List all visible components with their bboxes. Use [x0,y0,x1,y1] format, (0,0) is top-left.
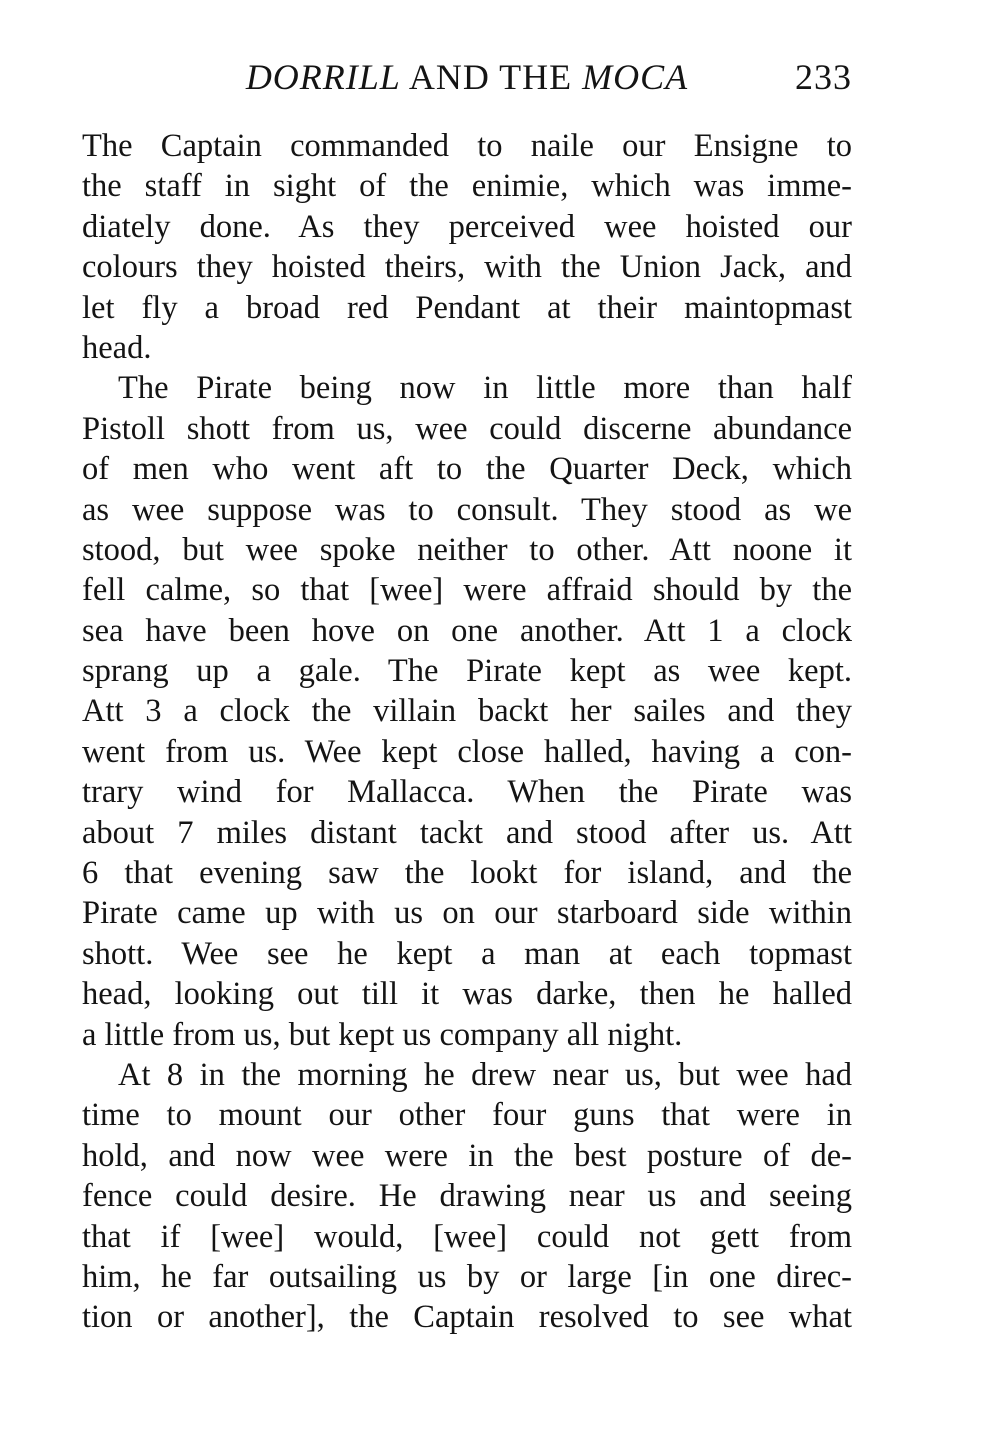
text-line: fence could desire. He drawing near us and seeing [82,1178,852,1215]
text-line: colours they hoisted theirs, with the Union Jack, and [82,249,852,286]
text-line: about 7 miles distant tackt and stood after us. Att [82,814,852,851]
text-line: At 8 in the morning he drew near us, but wee had [118,1056,852,1093]
running-title [82,52,852,102]
text-line: fell calme, so that [wee] were affraid should by the [82,572,852,609]
text-line: The Pirate being now in little more than half [118,370,852,407]
text-line: a little from us, but kept us company all night. [82,1016,683,1053]
text-line: hold, and now wee were in the best posture of de- [82,1137,852,1174]
text-line: Att 3 a clock the villain backt her sailes and they [82,693,852,730]
text-line: that if [wee] would, [wee] could not gett from [82,1218,852,1255]
text-line: let fly a broad red Pendant at their maintopmast [82,289,852,326]
text-line: shott. Wee see he kept a man at each topmast [82,935,852,972]
text-line: sea have been hove on one another. Att 1 a clock [82,612,852,649]
text-line: The Captain commanded to naile our Ensigne to [82,128,852,164]
title-moca: MOCA [582,57,689,97]
text-line: sprang up a gale. The Pirate kept as wee kept. [82,653,852,690]
text-line: Pistoll shott from us, wee could discerne abundance [82,410,852,447]
text-line: went from us. Wee kept close halled, having a con- [82,733,852,770]
text-line: tion or another], the Captain resolved to see what [82,1299,852,1336]
text-line: 6 that evening saw the lookt for island, and the [82,855,852,892]
text-line: the staff in sight of the enimie, which was imme- [82,168,852,205]
text-line: time to mount our other four guns that were in [82,1097,852,1134]
body-text [82,126,852,1338]
title-dorrill: DORRILL [245,57,401,97]
page-number: 233 [795,57,852,97]
text-line: head, looking out till it was darke, then he halled [82,976,852,1013]
title-and-the: AND THE [400,57,583,97]
text-line: head. [82,329,152,366]
text-line: trary wind for Mallacca. When the Pirate was [82,774,852,811]
text-line: him, he far outsailing us by or large [in one direc- [82,1258,852,1295]
text-line: as wee suppose was to consult. They stood as we [82,491,852,528]
text-line: diately done. As they perceived wee hoisted our [82,208,852,245]
text-line: stood, but wee spoke neither to other. Att noone it [82,531,852,568]
text-line: of men who went aft to the Quarter Deck, which [82,451,852,488]
text-line: Pirate came up with us on our starboard side within [82,895,852,932]
running-head [82,52,852,102]
